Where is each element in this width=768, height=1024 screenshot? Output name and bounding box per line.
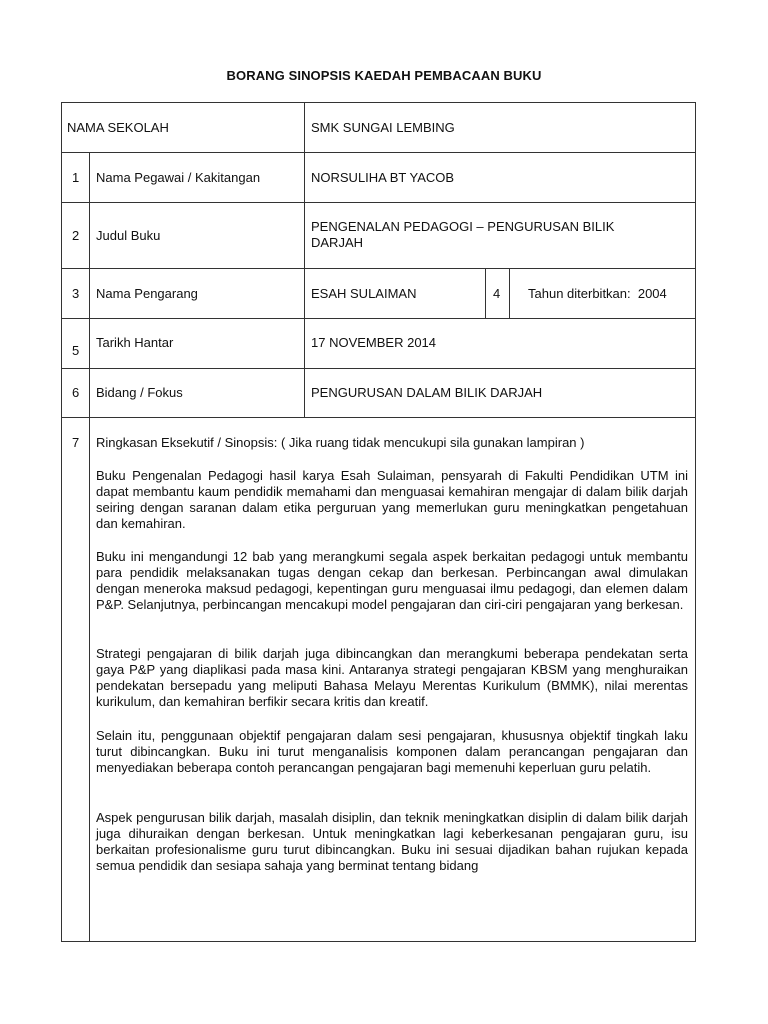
summary-heading: Ringkasan Eksekutif / Sinopsis: ( Jika ruang tidak mencukupi sila gunakan lampiran ) [96,435,585,450]
row-number: 6 [72,385,80,400]
summary-paragraph: Buku ini mengandungi 12 bab yang merangkumi segala aspek berkaitan pedagogi untuk membantu para pendidik melaksanakan tugas dengan cekap dan berkesan. Perbincangan awal dimulakan dengan meneroka maksud pedagogi, kepentingan guru menguasai ilmu pedagogi, dan elemen dalam P&P. Selanjutnya, perbincangan mencakupi model pengajaran dan ciri-ciri pengajaran yang berkesan. [96,549,688,612]
book-title-label: Judul Buku [96,228,161,243]
focus-area-label: Bidang / Fokus [96,385,183,400]
row-number: 3 [72,286,80,301]
summary-paragraph: Strategi pengajaran di bilik darjah juga dibincangkan dan merangkumi beberapa pendekatan serta gaya P&P yang diaplikasi pada masa kini. Antaranya strategi pengajaran KBSM yang menghuraikan pendekatan bersepadu yang meliputi Bahasa Melayu Merentas Kurikulum (BMMK), nilai merentas kurikulum, dan kemahiran berfikir secara kritis dan kreatif. [96,646,688,709]
school-label: NAMA SEKOLAH [67,120,169,135]
table-border-top [61,102,696,103]
table-border-right [695,102,696,942]
author-label: Nama Pengarang [96,286,198,301]
row-divider [61,318,696,319]
submission-date-value: 17 NOVEMBER 2014 [311,335,437,350]
value-column-divider [304,102,305,418]
row-divider [61,202,696,203]
summary-paragraph: Buku Pengenalan Pedagogi hasil karya Esah Sulaiman, pensyarah di Fakulti Pendidikan UTM ini dapat membantu kaum pendidik memahami dan menguasai kemahiran mengajar di dalam bilik darjah seiring dengan saranan dalam etika perguruan yang memerlukan guru meningkatkan pengetahuan dan kemahiran. [96,468,688,531]
submission-date-label: Tarikh Hantar [96,335,174,350]
row-number: 1 [72,170,80,185]
table-border-left [61,102,62,942]
summary-paragraph: Aspek pengurusan bilik darjah, masalah disiplin, dan teknik meningkatkan disiplin di dalam bilik darjah juga dihuraikan dengan berkesan. Untuk meningkatkan lagi keberkesanan pengajaran guru, isu berkaitan profesionalisme guru turut dibincangkan. Buku ini sesuai dijadikan bahan rujukan kepada semua pendidik dan sesiapa sahaja yang berminat tentang bidang [96,810,688,873]
year-num-divider [485,268,486,319]
officer-name-label: Nama Pegawai / Kakitangan [96,170,261,185]
row-number: 2 [72,228,80,243]
row-divider [61,368,696,369]
row-number: 7 [72,435,80,450]
row-number: 5 [72,343,80,358]
focus-area-value: PENGURUSAN DALAM BILIK DARJAH [311,385,543,400]
school-value: SMK SUNGAI LEMBING [311,120,455,135]
summary-paragraph: Selain itu, penggunaan objektif pengajaran dalam sesi pengajaran, khususnya objektif tingkah laku turut dibincangkan. Buku ini turut menganalisis komponen dalam perancangan pengajaran dan menyediakan beberapa contoh perancangan pengajaran bagi memenuhi keperluan guru pelatih. [96,728,688,775]
row-number: 4 [493,286,501,301]
table-border-bottom [61,941,696,942]
publication-year: Tahun diterbitkan: 2004 [528,286,667,301]
form-title: BORANG SINOPSIS KAEDAH PEMBACAAN BUKU [226,68,542,83]
num-column-divider [89,152,90,942]
year-label-divider [509,268,510,319]
author-value: ESAH SULAIMAN [311,286,417,301]
row-divider [61,268,696,269]
row-divider [61,152,696,153]
officer-name-value: NORSULIHA BT YACOB [311,170,455,185]
book-title-value: PENGENALAN PEDAGOGI – PENGURUSAN BILIK DARJAH [311,219,615,250]
row-divider [61,417,696,418]
